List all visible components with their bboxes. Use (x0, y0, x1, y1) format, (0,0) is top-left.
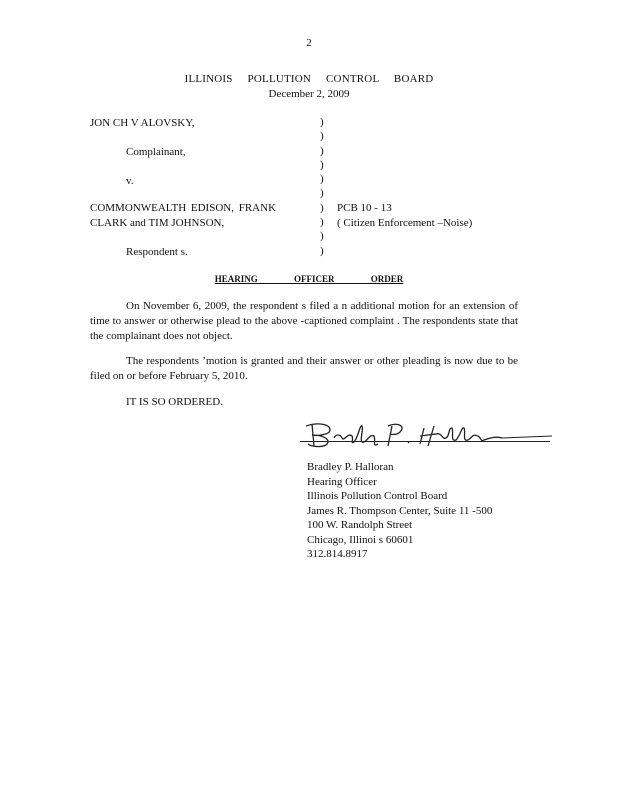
versus-label: v. (126, 175, 134, 187)
paragraph-motion: On November 6, 2009, the respondent s filed a n additional motion for an extension of time to answer or otherwise plead to the above -captioned complaint . The respondents state that the complainant does not object. (90, 300, 518, 342)
caption-parenthesis-column (320, 115, 330, 258)
order-title: HEARING OFFICER ORDER (214, 274, 404, 284)
address-line-1: James R. Thompson Center, Suite 11 -500 (307, 504, 493, 517)
complainant-label: Complainant, (126, 146, 186, 158)
case-type: ( Citizen Enforcement –Noise) (337, 217, 473, 229)
case-number: PCB 10 - 13 (337, 202, 392, 214)
paren: ) (320, 244, 324, 257)
paragraph-granted: The respondents ’motion is granted and their answer or other pleading is now due to be filed on or before February 5, 2010. (90, 355, 518, 382)
signature-line (300, 441, 550, 442)
order-date: December 2, 2009 (268, 88, 350, 100)
signature-block (307, 460, 492, 562)
address-line-2: 100 W. Randolph Street (307, 519, 413, 531)
paragraph-ordered: IT IS SO ORDERED. (126, 396, 223, 408)
paren: ) (320, 230, 324, 243)
respondents-label: Respondent s. (126, 246, 188, 258)
signer-name: Bradley P. Halloran (307, 461, 394, 473)
complainant-name: JON CH V ALOVSKY, (90, 117, 195, 129)
respondent-line-1: COMMONWEALTH EDISON, FRANK (90, 202, 277, 214)
signer-title: Hearing Officer (307, 475, 377, 488)
paren: ) (320, 201, 324, 214)
paren: ) (320, 130, 324, 143)
paren: ) (320, 173, 324, 186)
board-name: ILLINOIS POLLUTION CONTROL BOARD (184, 73, 434, 85)
page-number: 2 (306, 37, 312, 49)
paren: ) (320, 187, 324, 200)
respondent-line-2: CLARK and TIM JOHNSON, (90, 217, 225, 229)
handwritten-signature (296, 418, 554, 452)
address-city: Chicago, Illinoi s 60601 (307, 533, 414, 546)
signer-organization: Illinois Pollution Control Board (307, 490, 448, 502)
phone-number: 312.814.8917 (307, 548, 368, 560)
paren: ) (320, 216, 324, 229)
paren: ) (320, 144, 324, 157)
paren: ) (320, 116, 324, 128)
paren: ) (320, 158, 324, 171)
